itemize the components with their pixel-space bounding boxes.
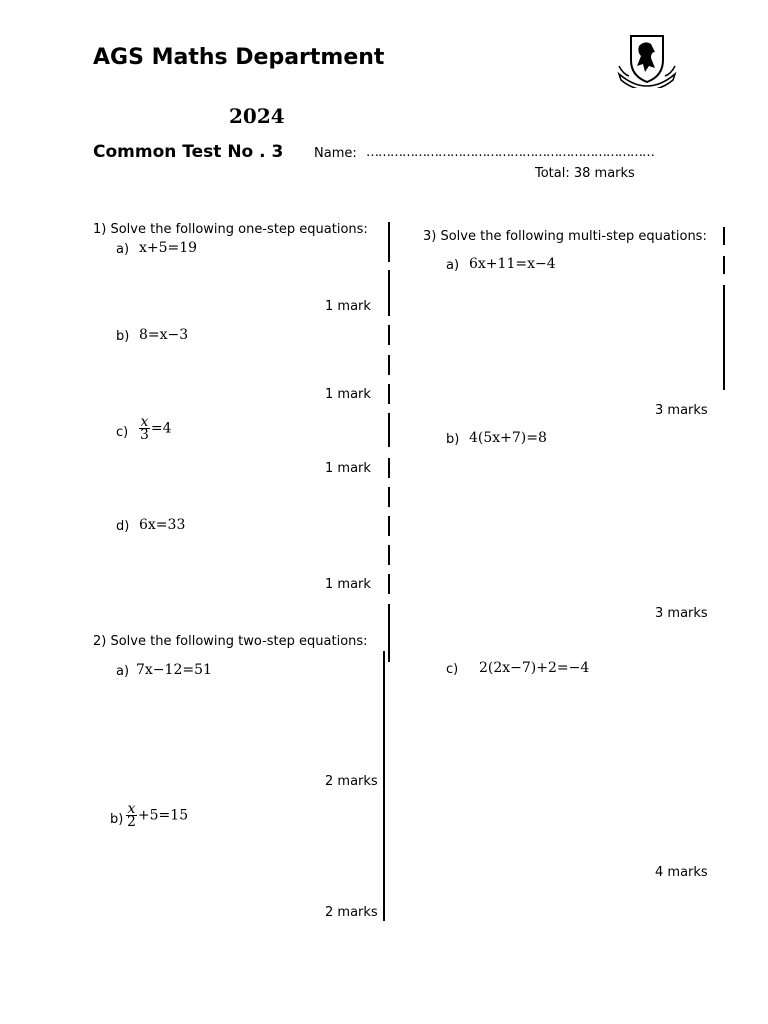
column-divider (388, 545, 390, 565)
column-divider (388, 270, 390, 316)
right-margin-line (723, 256, 725, 274)
exam-year: 2024 (229, 104, 285, 128)
column-divider (388, 413, 390, 447)
q3a-label: a) (446, 258, 460, 273)
q2a-marks: 2 marks (325, 774, 378, 789)
q1-heading: 1) Solve the following one-step equations: (93, 222, 368, 237)
q3b-equation: 4(5x+7)=8 (469, 430, 547, 446)
q1d-marks: 1 mark (325, 577, 371, 592)
q2b-fraction (126, 803, 137, 828)
q1d-label: d) (116, 519, 130, 534)
column-divider (388, 222, 390, 262)
q2a-equation: 7x−12=51 (136, 662, 212, 678)
q1c-label: c) (116, 425, 129, 440)
column-divider (383, 651, 385, 921)
q1b-label: b) (116, 329, 130, 344)
q2a-label: a) (116, 664, 130, 679)
q3a-marks: 3 marks (655, 403, 708, 418)
q3c-marks: 4 marks (655, 865, 708, 880)
q1a-label: a) (116, 242, 130, 257)
test-title: Common Test No . 3 (93, 142, 284, 162)
q1d-equation: 6x=33 (139, 517, 186, 533)
total-marks: Total: 38 marks (535, 166, 635, 181)
column-divider (388, 384, 390, 404)
q1c-denominator: 3 (140, 427, 149, 443)
column-divider (388, 516, 390, 536)
q1c-rest: =4 (150, 420, 172, 437)
q1c-fraction (139, 416, 150, 441)
column-divider (388, 574, 390, 594)
q2b-denominator: 2 (127, 814, 136, 830)
q1b-marks: 1 mark (325, 387, 371, 402)
q3c-equation: 2(2x−7)+2=−4 (479, 660, 590, 676)
q3-heading: 3) Solve the following multi-step equations: (423, 229, 707, 244)
name-field[interactable]: ……………………………………………………………… (366, 145, 654, 160)
department-title: AGS Maths Department (93, 45, 385, 70)
q2-heading: 2) Solve the following two-step equations: (93, 634, 368, 649)
right-margin-line (723, 285, 725, 390)
q2b-equation (126, 803, 188, 828)
name-label: Name: (314, 146, 357, 161)
column-divider (388, 458, 390, 478)
q1a-marks: 1 mark (325, 299, 371, 314)
q1c-marks: 1 mark (325, 461, 371, 476)
school-crest-icon (615, 30, 679, 88)
q2b-rest: +5=15 (137, 807, 189, 824)
q2b-marks: 2 marks (325, 905, 378, 920)
q1c-equation (139, 416, 172, 441)
column-divider (388, 355, 390, 375)
column-divider (388, 487, 390, 507)
q1a-equation: x+5=19 (139, 240, 198, 256)
q3b-marks: 3 marks (655, 606, 708, 621)
q2b-numerator: x (127, 801, 136, 817)
column-divider (388, 325, 390, 345)
q3c-label: c) (446, 662, 459, 677)
q2b-label: b) (110, 812, 124, 827)
right-margin-line (723, 227, 725, 245)
column-divider (388, 604, 390, 662)
q3b-label: b) (446, 432, 460, 447)
q1c-numerator: x (140, 414, 149, 430)
q3a-equation: 6x+11=x−4 (469, 256, 556, 272)
q1b-equation: 8=x−3 (139, 327, 189, 343)
